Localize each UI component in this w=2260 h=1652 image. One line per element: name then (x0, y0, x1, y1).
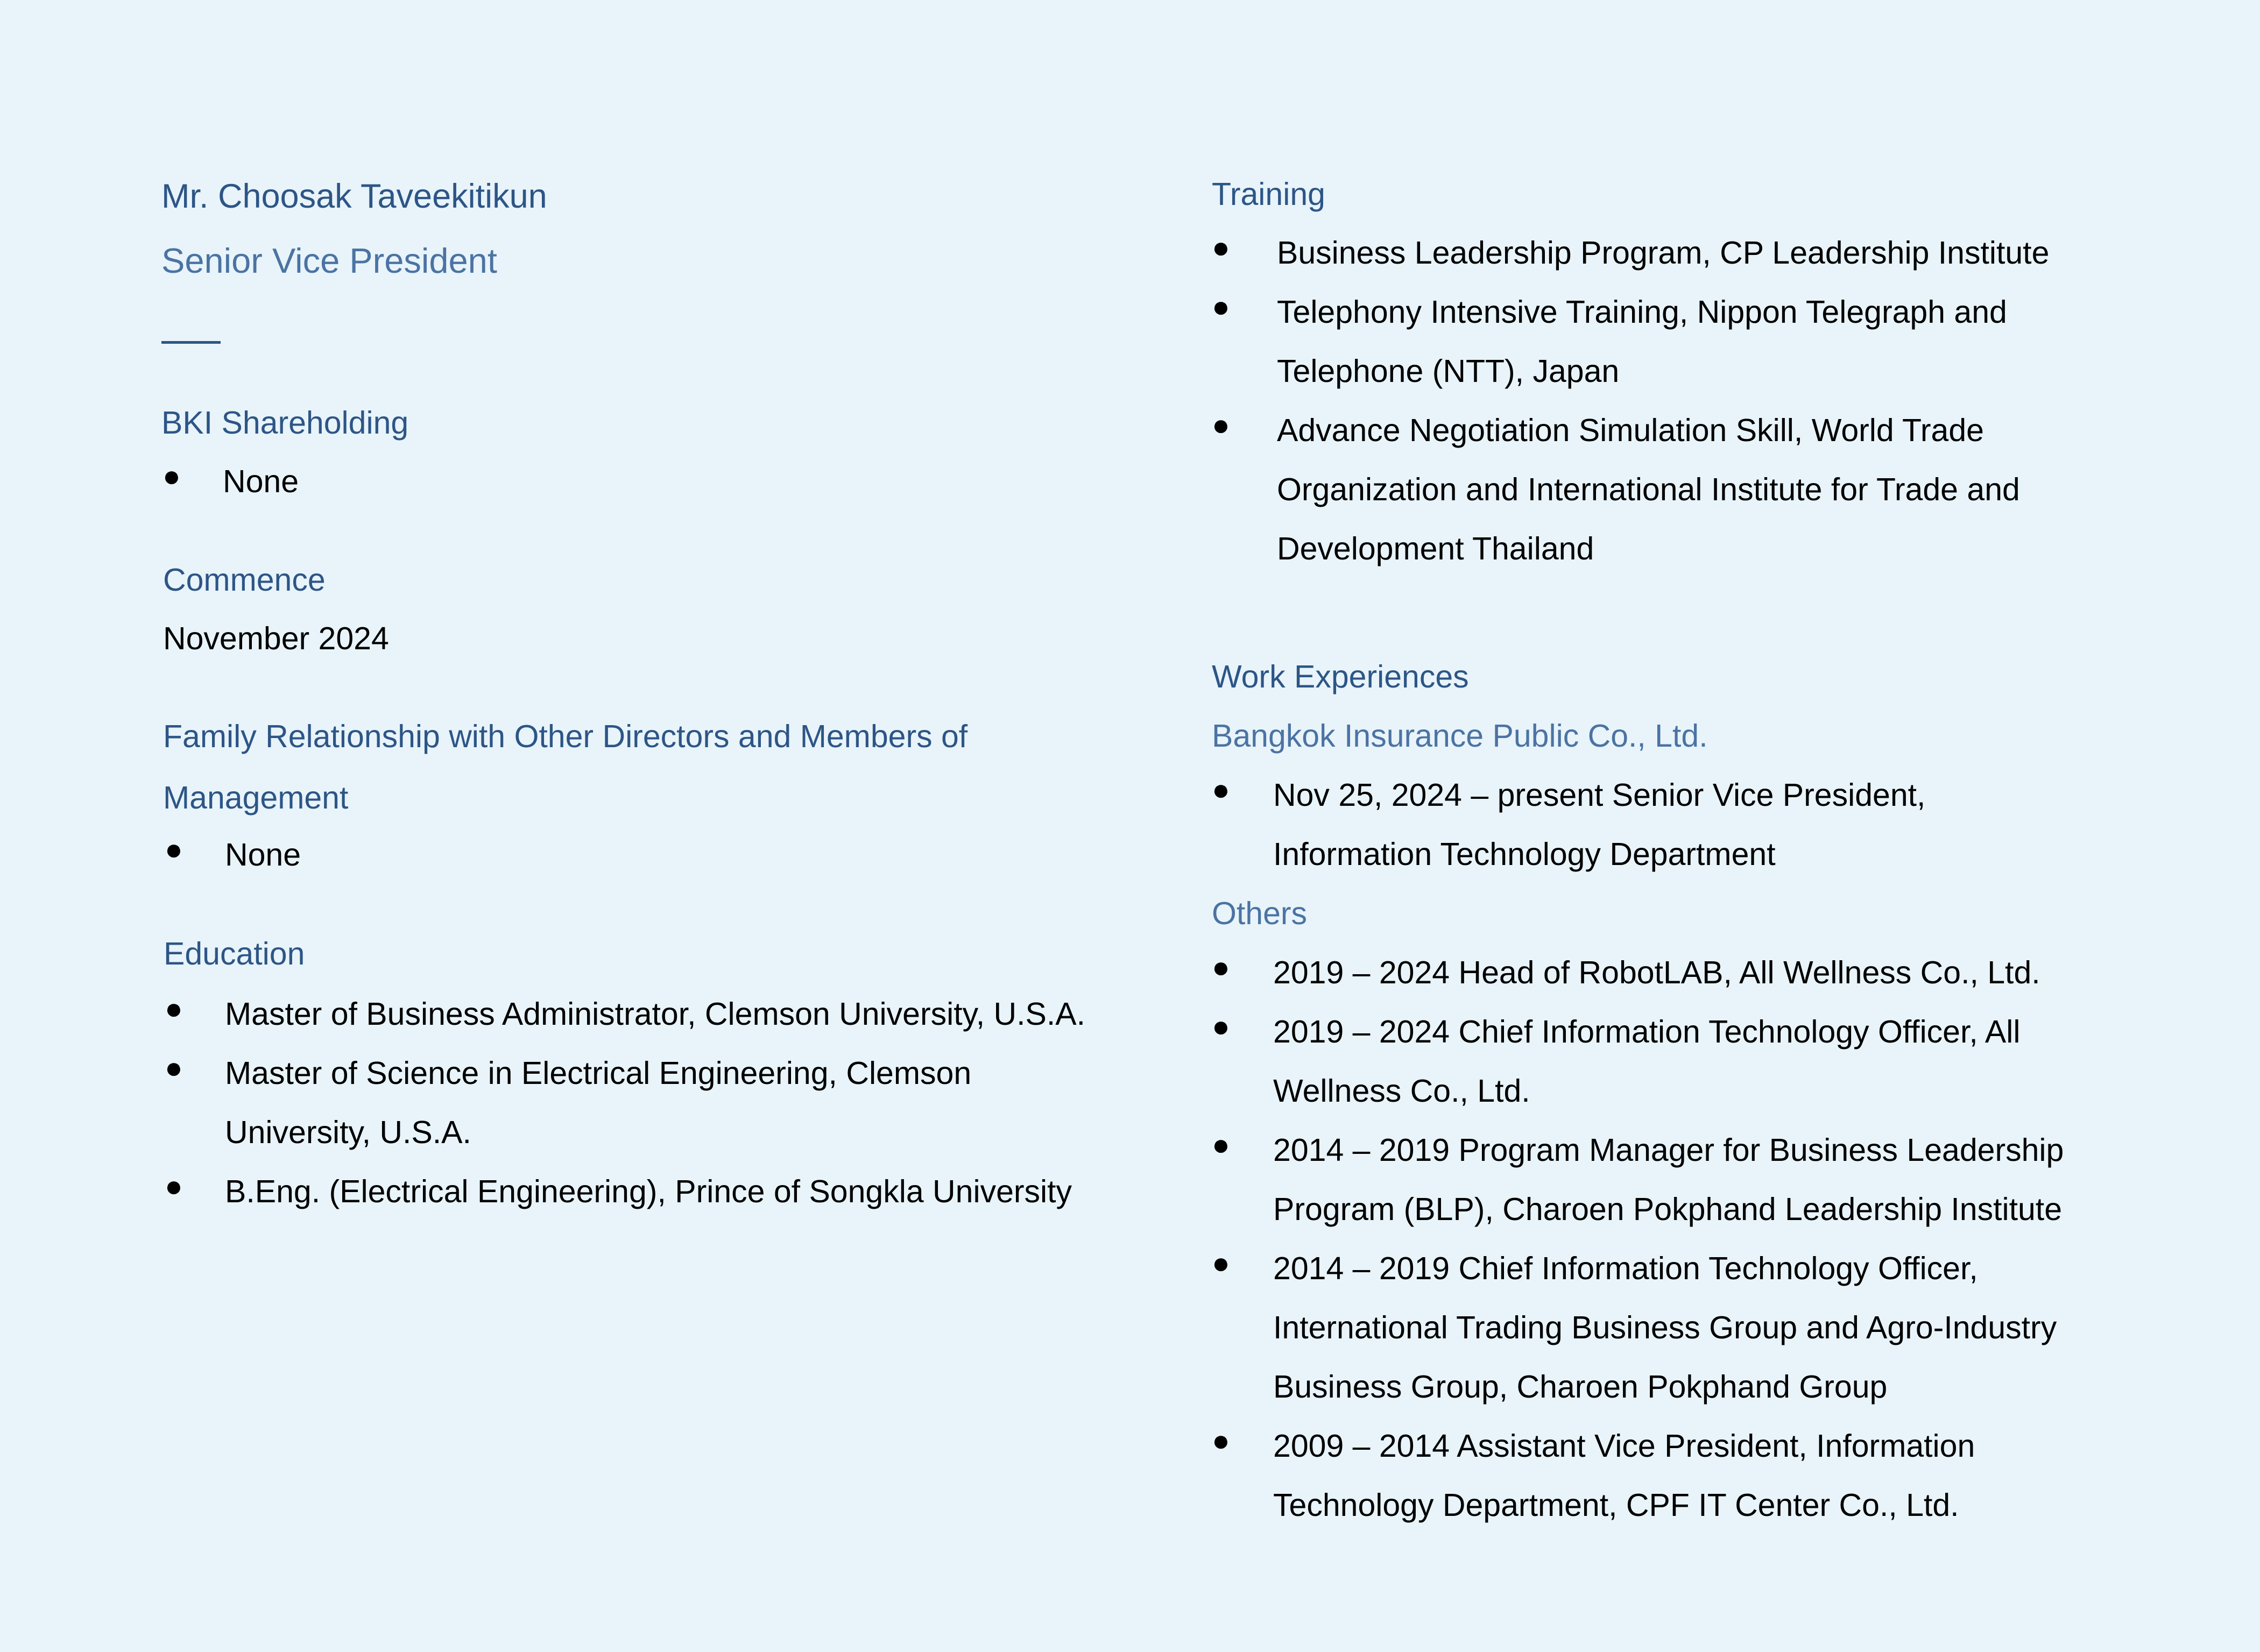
work-company-list (1212, 765, 1925, 884)
education-list (164, 984, 1085, 1221)
work-heading: Work Experiences (1212, 659, 1469, 694)
family-heading-line1: Family Relationship with Other Directors and Members of (163, 719, 968, 754)
list-item: ● Master of Business Administrator, Clemson University, U.S.A. (164, 984, 1085, 1044)
bullet-icon: ● (1212, 1128, 1230, 1161)
bullet-icon: ● (165, 1051, 183, 1084)
list-item: ● None (164, 825, 301, 884)
person-name: Mr. Choosak Taveekitikun (161, 178, 547, 215)
work-company: Bangkok Insurance Public Co., Ltd. (1212, 718, 1708, 754)
bullet-icon: ● (165, 991, 183, 1025)
shareholding-heading: BKI Shareholding (161, 405, 409, 441)
bullet-icon: ● (1212, 230, 1230, 264)
title-divider (161, 341, 221, 344)
bullet-icon: ● (1212, 772, 1230, 806)
list-item: ● Nov 25, 2024 – present Senior Vice President, Information Technology Department (1212, 765, 1925, 884)
list-item: ● Telephony Intensive Training, Nippon Telegraph and Telephone (NTT), Japan (1212, 282, 2049, 401)
education-heading: Education (164, 936, 305, 972)
person-position: Senior Vice President (161, 241, 497, 280)
training-list (1212, 223, 2049, 578)
bullet-icon: ● (1212, 289, 1230, 323)
shareholding-list (161, 452, 299, 511)
list-item: ● Master of Science in Electrical Engineering, Clemson University, U.S.A. (164, 1044, 1085, 1162)
bullet-icon: ● (1212, 1009, 1230, 1043)
list-item: ● 2009 – 2014 Assistant Vice President, Information Technology Department, CPF IT Center Co., Ltd. (1212, 1416, 2064, 1535)
list-item: ● 2014 – 2019 Program Manager for Business Leadership Program (BLP), Charoen Pokphand Leadership Institute (1212, 1121, 2064, 1239)
bullet-icon: ● (1212, 408, 1230, 442)
list-item: ● 2014 – 2019 Chief Information Technology Officer, International Trading Business Group and Agro-Industry Business Group, Charoen Pokphand Group (1212, 1239, 2064, 1416)
bullet-icon: ● (1212, 1246, 1230, 1280)
others-list (1212, 943, 2064, 1535)
training-heading: Training (1212, 176, 1325, 212)
bullet-icon: ● (1212, 950, 1230, 984)
bullet-icon: ● (1212, 1423, 1230, 1457)
list-item: ● 2019 – 2024 Chief Information Technology Officer, All Wellness Co., Ltd. (1212, 1002, 2064, 1121)
commence-value: November 2024 (163, 621, 389, 656)
list-item: ● B.Eng. (Electrical Engineering), Prince of Songkla University (164, 1162, 1085, 1221)
list-item: ● Advance Negotiation Simulation Skill, World Trade Organization and International Institute for Trade and Development Thailand (1212, 401, 2049, 578)
family-list (164, 825, 301, 884)
list-item: ● None (161, 452, 299, 511)
family-heading-line2: Management (163, 780, 349, 816)
bullet-icon: ● (165, 832, 183, 866)
bullet-icon: ● (163, 459, 181, 493)
bullet-icon: ● (165, 1169, 183, 1203)
commence-heading: Commence (163, 562, 326, 598)
list-item: ● 2019 – 2024 Head of RobotLAB, All Wellness Co., Ltd. (1212, 943, 2064, 1002)
list-item: ● Business Leadership Program, CP Leadership Institute (1212, 223, 2049, 282)
others-heading: Others (1212, 896, 1308, 931)
